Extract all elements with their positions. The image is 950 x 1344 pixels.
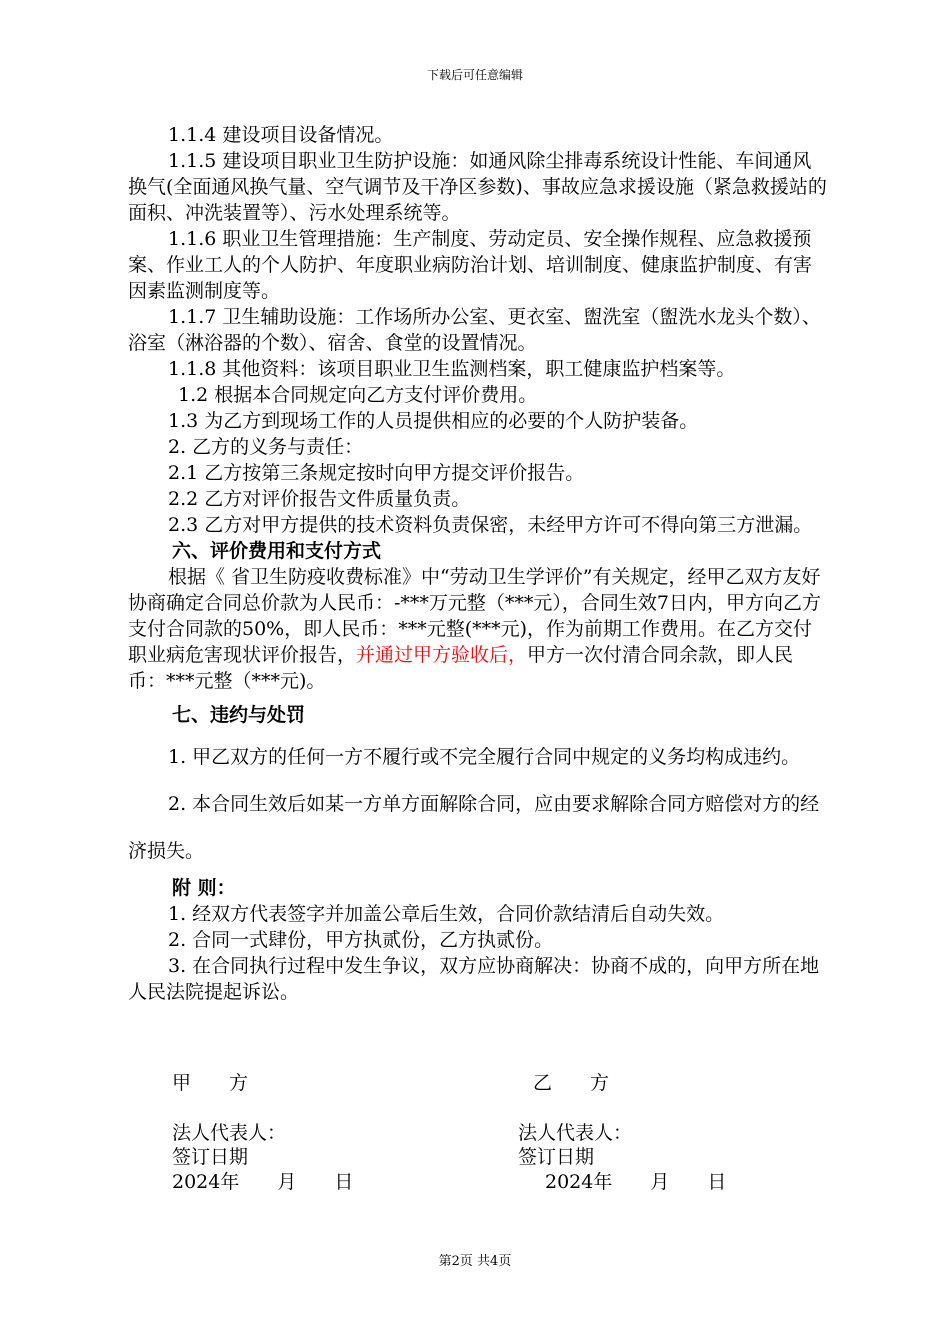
appendix-item-2: 2. 合同一式肆份，甲方执贰份，乙方执贰份。 <box>168 929 554 951</box>
appendix-heading: 附 则： <box>172 877 236 899</box>
section-6-text-a: 根据《 省卫生防疫收费标准》中“劳动卫生学评价”有关规定，经甲乙双方友好协商确定合同总价款为人民币：-***万元整（***元），合同生效7日内，甲方向乙方支付合同款的50%，即人民币：***元整(***元)，作为前期工作费用。在乙方交付职业病危害现状评价报告， <box>128 566 822 666</box>
page-header-note: 下载后可任意编辑 <box>426 68 523 82</box>
line-1-1-4: 1.1.4 建设项目设备情况。 <box>168 124 394 146</box>
party-a-label: 甲 方 <box>172 1072 249 1094</box>
section-7-item-2: 2. 本合同生效后如某一方单方面解除合同，应由要求解除合同方赔偿对方的经济损失。 <box>128 793 820 862</box>
appendix-item-1: 1. 经双方代表签字并加盖公章后生效，合同价款结清后自动失效。 <box>168 903 725 925</box>
section-7-heading: 七、违约与处罚 <box>172 704 306 726</box>
section-6-text-b: 甲方一次付清合同余款，即人民币：***元整（***元)。 <box>128 644 794 692</box>
party-a-date-label: 签订日期 <box>172 1146 249 1168</box>
party-b-rep-label: 法人代表人： <box>518 1122 633 1144</box>
party-a-rep-label: 法人代表人： <box>172 1122 287 1144</box>
page-number: 第2页 共4页 <box>438 1254 512 1269</box>
section-6-highlight: 并通过甲方验收后， <box>356 644 528 666</box>
line-2: 2. 乙方的义务与责任： <box>168 436 364 458</box>
line-1-3: 1.3 为乙方到现场工作的人员提供相应的必要的个人防护装备。 <box>168 410 699 432</box>
line-1-2: 1.2 根据本合同规定向乙方支付评价费用。 <box>178 384 538 406</box>
section-7-item-1: 1. 甲乙双方的任何一方不履行或不完全履行合同中规定的义务均构成违约。 <box>168 746 801 768</box>
appendix-item-3: 3. 在合同执行过程中发生争议，双方应协商解决：协商不成的，向甲方所在地人民法院提起诉讼。 <box>128 955 820 1003</box>
party-a-date: 2024年 月 日 <box>172 1171 354 1193</box>
line-1-1-5: 1.1.5 建设项目职业卫生防护设施：如通风除尘排毒系统设计性能、车间通风换气(全面通风换气量、空气调节及干净区参数)、事故应急求援设施（紧急救援站的面积、冲洗装置等）、污水处理系统等。 <box>128 150 827 224</box>
section-6-paragraph <box>128 564 828 694</box>
line-1-1-7: 1.1.7 卫生辅助设施：工作场所办公室、更衣室、盥洗室（盥洗水龙头个数）、浴室（淋浴器的个数）、宿舍、食堂的设置情况。 <box>128 306 821 354</box>
party-b-label: 乙 方 <box>533 1072 610 1094</box>
line-2-3: 2.3 乙方对甲方提供的技术资料负责保密，未经甲方许可不得向第三方泄漏。 <box>168 514 813 536</box>
party-b-date-label: 签订日期 <box>518 1146 595 1168</box>
line-2-2: 2.2 乙方对评价报告文件质量负责。 <box>168 488 471 510</box>
line-1-1-8: 1.1.8 其他资料：该项目职业卫生监测档案，职工健康监护档案等。 <box>168 358 736 380</box>
party-b-date: 2024年 月 日 <box>545 1171 727 1193</box>
document-body <box>128 122 828 1005</box>
section-6-heading: 六、评价费用和支付方式 <box>172 540 382 562</box>
line-1-1-6: 1.1.6 职业卫生管理措施：生产制度、劳动定员、安全操作规程、应急救援预案、作业工人的个人防护、年度职业病防治计划、培训制度、健康监护制度、有害因素监测制度等。 <box>128 228 813 302</box>
line-2-1: 2.1 乙方按第三条规定按时向甲方提交评价报告。 <box>168 462 585 484</box>
